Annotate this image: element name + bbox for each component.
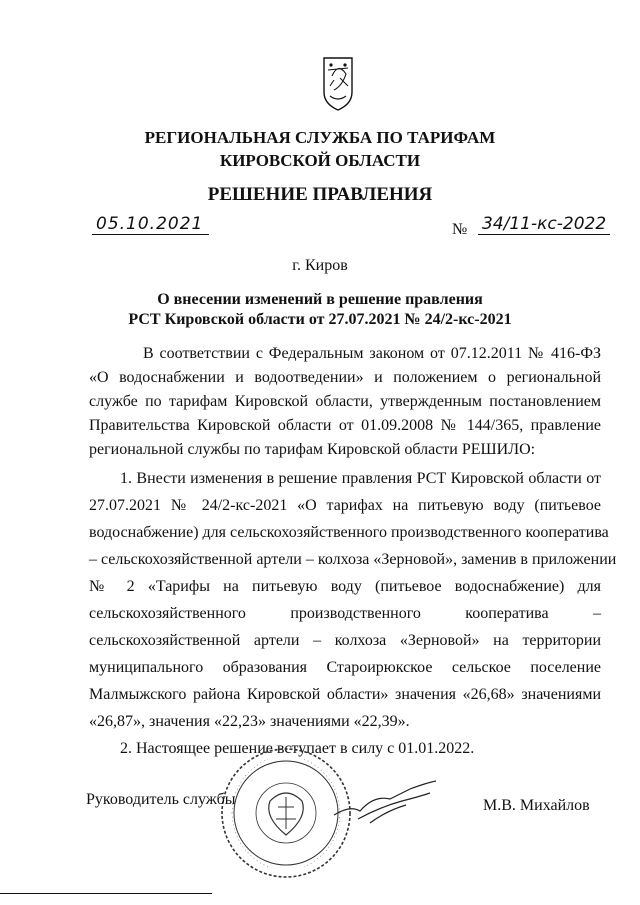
organization-name-line1: РЕГИОНАЛЬНАЯ СЛУЖБА ПО ТАРИФАМ bbox=[144, 128, 496, 147]
footer-rule bbox=[0, 893, 212, 894]
document-type: РЕШЕНИЕ ПРАВЛЕНИЯ bbox=[207, 184, 433, 205]
item1-line: водоснабжение) для сельскохозяйственного производственного кооператива bbox=[89, 524, 609, 541]
item1-line: Малмыжского района Кировской области» значения «26,68» значениями bbox=[89, 686, 601, 703]
preamble-paragraph: В соответствии с Федеральным законом от 07.12.2011 № 416-ФЗ «О водоснабжении и водоотведении» и положением о региональной службе по тарифам Кировской области, утвержденным постановлением Правительства Кировской области от 01.09.2008 № 144/365, правление региональной службы по тарифам Кировской области РЕШИЛО: bbox=[89, 345, 601, 458]
organization-name bbox=[0, 126, 640, 172]
handwritten-signature-icon bbox=[330, 775, 440, 830]
item1-line: 1. Внести изменения в решение правления РСТ Кировской области от bbox=[120, 470, 601, 487]
document-date: 05.10.2021 bbox=[92, 214, 209, 235]
city: г. Киров bbox=[292, 257, 348, 274]
item1-line: сельскохозяйственной артели – колхоза «Зерновой» на территории bbox=[89, 632, 601, 649]
signatory-name: М.В. Михайлов bbox=[483, 797, 590, 814]
item2-paragraph: 2. Настоящее решение вступает в силу с 01.01.2022. bbox=[120, 740, 475, 757]
number-sign: № bbox=[452, 221, 468, 238]
item1-line: «26,87», значения «22,23» значениями «22,39». bbox=[89, 713, 410, 730]
document-number: 34/11-кс-2022 bbox=[478, 214, 610, 235]
subject-line1: О внесении изменений в решение правления bbox=[157, 291, 483, 308]
item1-line: муниципального образования Староирюкское сельское поселение bbox=[89, 659, 601, 676]
item1-line: 27.07.2021 № 24/2-кс-2021 «О тарифах на питьевую воду (питьевое bbox=[89, 497, 601, 514]
item1-line: № 2 «Тарифы на питьевую воду (питьевое водоснабжение) для bbox=[89, 578, 601, 595]
document-subject bbox=[0, 290, 640, 330]
organization-name-line2: КИРОВСКОЙ ОБЛАСТИ bbox=[219, 151, 421, 170]
coat-of-arms-icon bbox=[322, 56, 354, 112]
item1-line: – сельскохозяйственной артели – колхоза «Зерновой», заменив в приложении bbox=[89, 551, 617, 568]
subject-line2: РСТ Кировской области от 27.07.2021 № 24/2-кс-2021 bbox=[128, 311, 512, 328]
signatory-title: Руководитель службы bbox=[86, 791, 236, 808]
item1-line: сельскохозяйственного производственного кооператива – bbox=[89, 605, 601, 622]
